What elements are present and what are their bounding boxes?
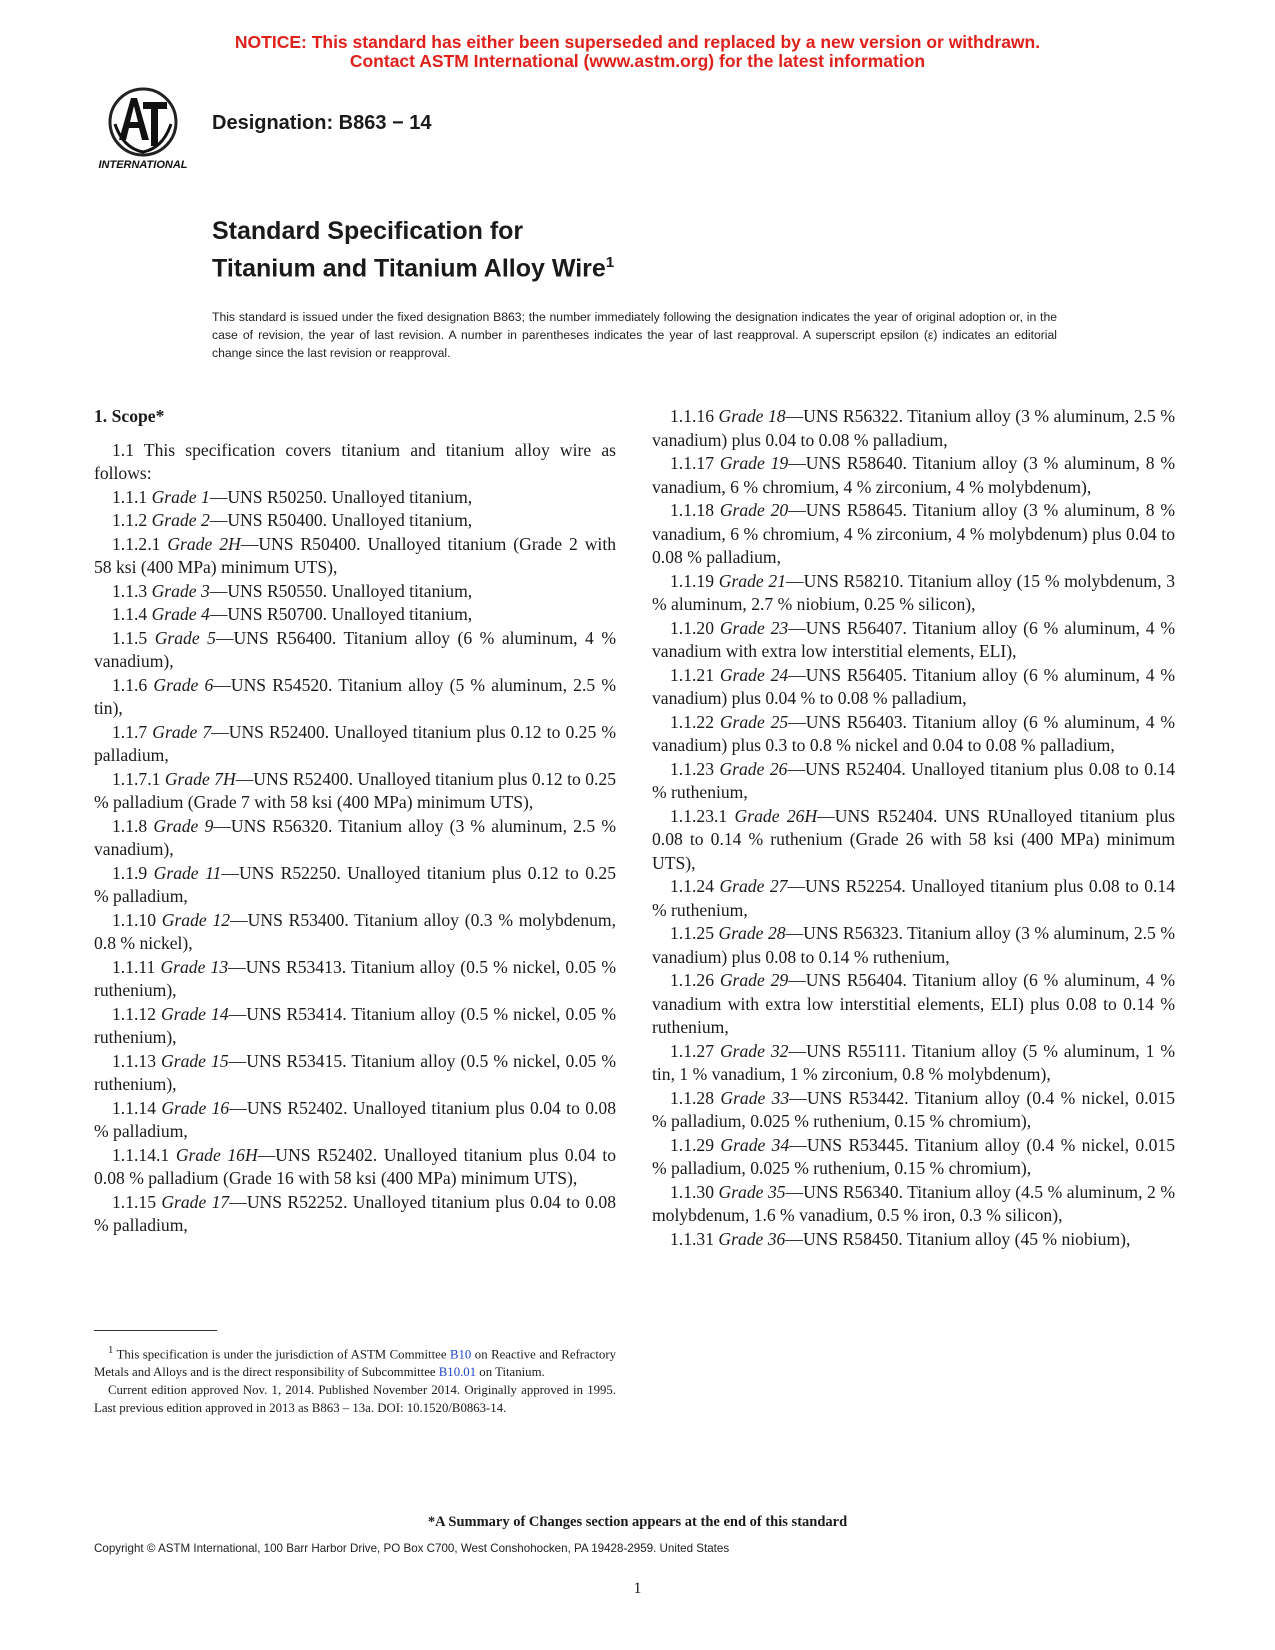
item-number: 1.1.1 [112, 486, 148, 507]
grade-description: —UNS R50250. Unalloyed titanium, [209, 486, 473, 507]
list-item [94, 509, 616, 533]
list-item [94, 815, 616, 862]
column-left [94, 405, 616, 1238]
grade-description: —UNS R55111. Titanium alloy (5 % aluminum, 1 % tin, 1 % vanadium, 1 % zirconium, 0.8 % molybdenum), [652, 1040, 1175, 1084]
item-number: 1.1.19 [670, 570, 714, 591]
item-number: 1.1.8 [112, 815, 148, 836]
grade-description: —UNS R58210. Titanium alloy (15 % molybdenum, 3 % aluminum, 2.7 % niobium, 0.25 % silicon), [652, 570, 1176, 614]
designation: Designation: B863 − 14 [212, 112, 432, 134]
grade-name: Grade 17 [161, 1191, 230, 1212]
item-number: 1.1.10 [112, 909, 156, 930]
item-number: 1.1.15 [112, 1191, 156, 1212]
grade-description: —UNS R52400. Unalloyed titanium plus 0.12 to 0.25 % palladium (Grade 7 with 58 ksi (400 MPa) minimum UTS), [94, 768, 617, 812]
intro-paragraph: This standard is issued under the fixed designation B863; the number immediately following the designation indicates the year of original adoption or, in the case of revision, the year of last revision. A number in parentheses indicates the year of last reapproval. A superscript epsilon (ε) indicates an editorial change since the last revision or reapproval. [212, 310, 1057, 360]
item-number: 1.1.14 [112, 1097, 156, 1118]
grade-description: —UNS R56405. Titanium alloy (6 % aluminum, 4 % vanadium) plus 0.04 % to 0.08 % palladium, [652, 664, 1175, 708]
grade-description: —UNS R50700. Unalloyed titanium, [209, 604, 473, 624]
grade-description: —UNS R56400. Titanium alloy (6 % aluminum, 4 % vanadium), [94, 627, 616, 671]
footnote-divider [94, 1330, 217, 1331]
grade-description: —UNS R56320. Titanium alloy (3 % aluminum, 2.5 % vanadium), [94, 815, 616, 859]
item-number: 1.1.23.1 [670, 805, 728, 826]
footnote-1: $^1$ This specification is under the jurisdiction of ASTM Committee B10 on Reactive and Refractory Metals and Alloys and is the direct responsibility of Subcommittee B10.01 on Titanium. [94, 1345, 616, 1380]
committee-link[interactable]: B10 [449, 1347, 472, 1362]
grade-name: Grade 35 [718, 1181, 786, 1202]
item-number: 1.1.24 [670, 876, 714, 896]
page-number: 1 [633, 1580, 642, 1597]
logo-text: INTERNATIONAL [98, 159, 188, 171]
title-line-1: Standard Specification for [212, 217, 524, 245]
item-number: 1.1.29 [670, 1134, 714, 1155]
grade-description: —UNS R53442. Titanium alloy (0.4 % nickel, 0.015 % palladium, 0.025 % ruthenium, 0.15 % chromium), [652, 1087, 1175, 1131]
title-footnote-ref[interactable]: 1 [605, 254, 615, 271]
grade-description: —UNS R52250. Unalloyed titanium plus 0.12 to 0.25 % palladium, [94, 862, 616, 906]
item-number: 1.1.2 [112, 510, 148, 530]
list-item [94, 1097, 616, 1144]
item-number: 1.1.6 [112, 674, 148, 695]
grade-name: Grade 27 [719, 876, 788, 896]
list-item [652, 875, 1175, 922]
item-number: 1.1.3 [112, 580, 148, 601]
grade-description: —UNS R54520. Titanium alloy (5 % aluminum, 2.5 % tin), [94, 674, 616, 718]
item-number: 1.1.28 [670, 1087, 714, 1108]
grade-name: Grade 34 [720, 1134, 790, 1155]
grade-name: Grade 36 [718, 1228, 786, 1249]
list-item [94, 862, 616, 909]
grade-name: Grade 25 [719, 711, 789, 732]
list-item [652, 711, 1175, 758]
item-number: 1.1.22 [670, 711, 714, 732]
page-title [212, 215, 614, 284]
item-number: 1.1.27 [670, 1040, 714, 1061]
footnote [94, 1342, 616, 1417]
grade-description: —UNS R52400. Unalloyed titanium plus 0.12 to 0.25 % palladium, [94, 721, 617, 765]
grade-description: —UNS R52252. Unalloyed titanium plus 0.04 to 0.08 % palladium, [94, 1191, 616, 1235]
grade-name: Grade 2H [167, 533, 241, 554]
list-item [94, 721, 616, 768]
list-item [652, 1040, 1175, 1087]
grade-name: Grade 6 [153, 674, 214, 695]
item-number: 1.1.25 [670, 923, 714, 943]
grade-name: Grade 23 [719, 617, 789, 638]
list-item [652, 617, 1175, 664]
grade-name: Grade 15 [161, 1050, 229, 1071]
grade-name: Grade 16H [175, 1144, 258, 1165]
list-item [94, 1191, 616, 1238]
grade-name: Grade 9 [153, 815, 214, 836]
item-number: 1.1.20 [670, 617, 714, 638]
grade-name: Grade 1 [151, 486, 210, 507]
grade-name: Grade 26 [719, 758, 788, 779]
astm-logo [93, 84, 193, 174]
title-line-2: Titanium and Titanium Alloy Wire$^1$ [212, 254, 615, 283]
grade-description: —UNS R52402. Unalloyed titanium plus 0.04 to 0.08 % palladium, [94, 1097, 616, 1141]
item-number: 1.1.21 [670, 664, 714, 685]
item-number: 1.1.9 [112, 862, 148, 883]
grade-name: Grade 3 [151, 580, 210, 601]
list-item [652, 664, 1175, 711]
grade-name: Grade 2 [151, 510, 210, 530]
list-item [94, 580, 616, 604]
grade-name: Grade 11 [153, 862, 222, 883]
grade-name: Grade 29 [719, 970, 789, 990]
grade-name: Grade 20 [719, 500, 789, 520]
list-item [652, 1134, 1175, 1181]
item-number: 1.1.4 [112, 604, 148, 624]
item-number: 1.1.12 [112, 1003, 156, 1024]
list-item [94, 486, 616, 510]
grade-description: —UNS R50400. Unalloyed titanium, [209, 510, 473, 530]
grade-description: —UNS R53414. Titanium alloy (0.5 % nickel, 0.05 % ruthenium), [94, 1003, 616, 1047]
list-item [94, 603, 616, 627]
list-item [94, 768, 616, 815]
grade-name: Grade 7H [164, 768, 236, 789]
grade-name: Grade 19 [719, 453, 789, 473]
grade-name: Grade 5 [154, 627, 216, 648]
item-number: 1.1.23 [670, 758, 714, 779]
grade-name: Grade 26H [734, 805, 818, 826]
list-item [94, 533, 616, 580]
list-item [652, 1181, 1175, 1228]
list-item [652, 1087, 1175, 1134]
grade-name: Grade 24 [719, 664, 789, 685]
item-number: 1.1.17 [670, 453, 714, 473]
grade-description: —UNS R50550. Unalloyed titanium, [209, 580, 473, 601]
grade-name: Grade 12 [161, 909, 231, 930]
list-item [94, 909, 616, 956]
grade-description: —UNS R58450. Titanium alloy (45 % niobium), [785, 1228, 1131, 1249]
summary-of-changes-note: *A Summary of Changes section appears at the end of this standard [427, 1514, 848, 1530]
item-number: 1.1.13 [112, 1050, 156, 1071]
grade-description: —UNS R53445. Titanium alloy (0.4 % nickel, 0.015 % palladium, 0.025 % ruthenium, 0.15 % chromium), [652, 1134, 1175, 1178]
grade-description: —UNS R58645. Titanium alloy (3 % aluminum, 8 % vanadium, 6 % chromium, 4 % zirconium, 4 % molybdenum) plus 0.04 to 0.08 % palladium, [652, 500, 1175, 567]
grade-description: —UNS R56340. Titanium alloy (4.5 % aluminum, 2 % molybdenum, 1.6 % vanadium, 0.5 % iron, 0.3 % silicon), [652, 1181, 1175, 1225]
list-item [652, 758, 1175, 805]
grade-description: —UNS R50400. Unalloyed titanium (Grade 2 with 58 ksi (400 MPa) minimum UTS), [94, 533, 617, 577]
list-item [94, 674, 616, 721]
list-item [652, 570, 1175, 617]
grade-description: —UNS R52254. Unalloyed titanium plus 0.08 to 0.14 % ruthenium, [652, 876, 1175, 920]
grade-description: —UNS R56404. Titanium alloy (6 % aluminum, 4 % vanadium with extra low interstitial elements, ELI) plus 0.08 to 0.14 % ruthenium, [652, 970, 1175, 1037]
item-number: 1.1.26 [670, 970, 714, 990]
grade-description: —UNS R56407. Titanium alloy (6 % aluminum, 4 % vanadium with extra low interstitial elements, ELI), [652, 617, 1175, 661]
item-number: 1.1.7 [112, 721, 148, 742]
item-number: 1.1.31 [670, 1228, 714, 1249]
copyright: Copyright © ASTM International, 100 Barr Harbor Drive, PO Box C700, West Conshohocken, PA 19428-2959. United States [94, 1542, 730, 1555]
list-item [94, 1050, 616, 1097]
item-number: 1.1.5 [112, 627, 148, 648]
grade-name: Grade 13 [160, 956, 229, 977]
grade-description: —UNS R52402. Unalloyed titanium plus 0.04 to 0.08 % palladium (Grade 16 with 58 ksi (400 MPa) minimum UTS), [94, 1144, 617, 1188]
list-item [652, 452, 1175, 499]
grade-name: Grade 16 [161, 1097, 230, 1118]
item-number: 1.1.11 [112, 956, 156, 977]
list-item [652, 405, 1175, 452]
paragraph-1-1: 1.1 This specification covers titanium and titanium alloy wire as follows: [94, 439, 616, 483]
grade-description: —UNS R52404. UNS RUnalloyed titanium plus 0.08 to 0.14 % ruthenium (Grade 26 with 58 ksi (400 MPa) minimum UTS), [652, 805, 1175, 873]
column-right [652, 405, 1175, 1251]
grade-description: —UNS R53413. Titanium alloy (0.5 % nickel, 0.05 % ruthenium), [94, 956, 616, 1000]
grade-name: Grade 4 [151, 604, 210, 624]
list-item [652, 922, 1175, 969]
item-number: 1.1.16 [670, 406, 714, 426]
grade-name: Grade 21 [718, 570, 787, 591]
grade-name: Grade 7 [152, 721, 212, 742]
item-number: 1.1.14.1 [112, 1144, 170, 1165]
grade-name: Grade 33 [720, 1087, 790, 1108]
item-number: 1.1.2.1 [112, 533, 161, 554]
list-item [94, 627, 616, 674]
grade-list-right [652, 405, 1175, 1251]
grade-description: —UNS R56323. Titanium alloy (3 % aluminum, 2.5 % vanadium) plus 0.08 to 0.14 % ruthenium, [652, 923, 1175, 967]
grade-name: Grade 28 [718, 923, 786, 943]
subcommittee-link[interactable]: B10.01 [438, 1365, 477, 1380]
footnote-edition: Current edition approved Nov. 1, 2014. Published November 2014. Originally approved in 1995. Last previous edition approved in 2013 as B863 – 13a. DOI: 10.1520/B0863-14. [94, 1383, 616, 1416]
grade-name: Grade 14 [161, 1003, 229, 1024]
grade-description: —UNS R53415. Titanium alloy (0.5 % nickel, 0.05 % ruthenium), [94, 1050, 616, 1094]
list-item [652, 805, 1175, 876]
list-item [652, 1228, 1175, 1252]
item-number: 1.1.18 [670, 500, 714, 520]
notice-line-2: Contact ASTM International (www.astm.org) for the latest information [349, 51, 926, 71]
notice-line-1: NOTICE: This standard has either been superseded and replaced by a new version or withdrawn. [234, 32, 1041, 52]
grade-description: —UNS R52404. Unalloyed titanium plus 0.08 to 0.14 % ruthenium, [652, 758, 1175, 802]
list-item [94, 1144, 616, 1191]
list-item [94, 956, 616, 1003]
item-number: 1.1.7.1 [112, 768, 161, 789]
grade-description: —UNS R53400. Titanium alloy (0.3 % molybdenum, 0.8 % nickel), [94, 909, 616, 953]
grade-description: —UNS R56322. Titanium alloy (3 % aluminum, 2.5 % vanadium) plus 0.04 to 0.08 % palladium, [652, 406, 1175, 450]
section-heading: 1. Scope* [94, 406, 165, 426]
list-item [94, 1003, 616, 1050]
item-number: 1.1.30 [670, 1181, 714, 1202]
list-item [652, 969, 1175, 1040]
grade-name: Grade 18 [718, 406, 786, 426]
grade-list-left [94, 486, 616, 1238]
grade-description: —UNS R56403. Titanium alloy (6 % aluminum, 4 % vanadium) plus 0.3 to 0.8 % nickel and 0.04 to 0.08 % palladium, [652, 711, 1175, 755]
grade-description: —UNS R58640. Titanium alloy (3 % aluminum, 8 % vanadium, 6 % chromium, 4 % zirconium, 4 % molybdenum), [652, 453, 1175, 497]
list-item [652, 499, 1175, 570]
grade-name: Grade 32 [719, 1040, 789, 1061]
notice-banner [0, 33, 1275, 71]
